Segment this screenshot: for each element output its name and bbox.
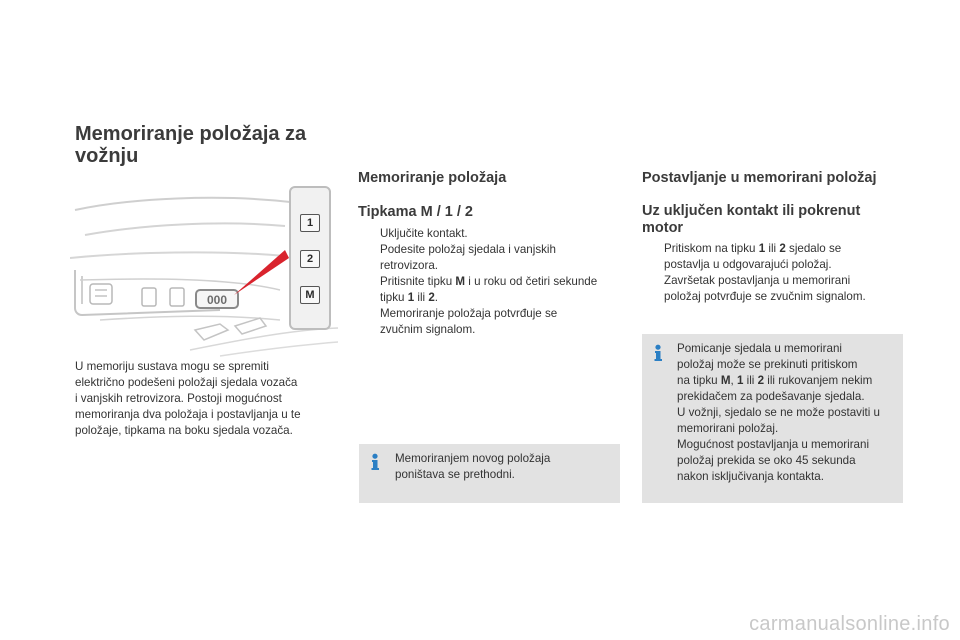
- memory-button-2[interactable]: [300, 250, 320, 268]
- memory-button-m[interactable]: [300, 286, 320, 304]
- intro-line: električno podešeni položaji sjedala vozača: [75, 376, 298, 389]
- recall-steps: [642, 241, 922, 305]
- memorize-step-2: Podesite položaj sjedala i vanjskih retrovizora.: [380, 243, 556, 272]
- svg-text:000: 000: [206, 293, 228, 307]
- memorize-subheading: Tipkama M / 1 / 2: [358, 204, 473, 220]
- recall-step-1: Pritiskom na tipku 1 ili 2 sjedalo se postavlja u odgovarajući položaj. Završetak postavljanja u memorirani položaj potvrđuje se zvučnim signalom.: [664, 242, 866, 303]
- memorize-step-1: Uključite kontakt.: [380, 227, 468, 240]
- memory-button-panel: [289, 186, 331, 330]
- recall-note-text: Pomicanje sjedala u memorirani položaj može se prekinuti pritiskom na tipku M, 1 ili 2 ili rukovanjem nekim prekidačem za podešavanje sjedala. U vožnji, sjedalo se ne može postaviti u memorirani položaj. Mogućnost postavljanja u memorirani položaj prekida se oko 45 sekunda nakon isključivanja kontakta.: [677, 342, 880, 483]
- intro-line: i vanjskih retrovizora. Postoji mogućnost: [75, 392, 282, 405]
- page-title: [75, 123, 345, 167]
- memorize-step-3: Pritisnite tipku M i u roku od četiri sekunde tipku 1 ili 2. Memoriranje položaja potvrđuje se zvučnim signalom.: [380, 275, 598, 336]
- info-icon: [367, 453, 383, 471]
- page-title-line1: Memoriranje položaja za: [75, 123, 307, 145]
- memory-button-1[interactable]: [300, 214, 320, 232]
- memorize-note-box: [359, 444, 620, 503]
- recall-note-box: [642, 334, 903, 503]
- recall-heading: Postavljanje u memorirani položaj: [642, 170, 877, 186]
- memory-button-2-label: 2: [306, 253, 314, 265]
- page-title-line2: vožnju: [75, 145, 139, 167]
- memorize-heading: Memoriranje položaja: [358, 170, 507, 186]
- memorize-note-text: Memoriranjem novog položaja poništava se prethodni.: [395, 452, 551, 481]
- intro-line: U memoriju sustava mogu se spremiti: [75, 360, 269, 373]
- intro-line: položaje, tipkama na boku sjedala vozača.: [75, 424, 293, 437]
- intro-paragraph: [75, 359, 345, 439]
- memorize-steps: [358, 226, 628, 338]
- intro-line: memoriranja dva položaja i postavljanja u te: [75, 408, 301, 421]
- recall-subheading: Uz uključen kontakt ili pokrenut motor: [642, 203, 861, 236]
- memory-button-m-label: M: [305, 289, 315, 301]
- memory-button-1-label: 1: [306, 217, 314, 229]
- watermark-text: carmanualsonline.info: [749, 613, 950, 635]
- info-icon: [650, 344, 666, 362]
